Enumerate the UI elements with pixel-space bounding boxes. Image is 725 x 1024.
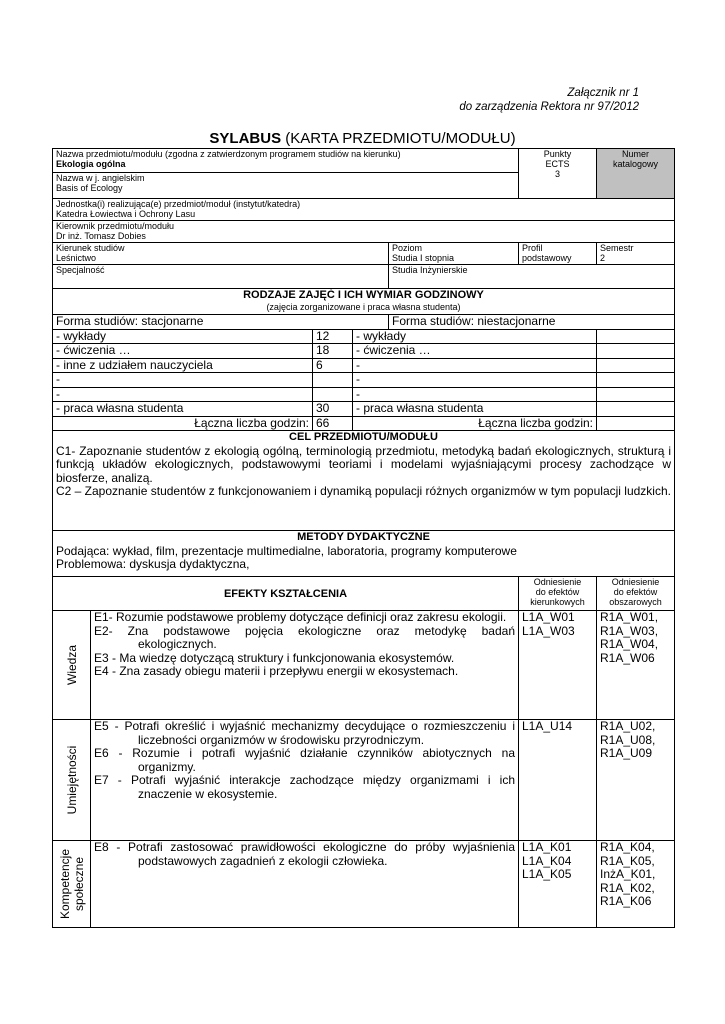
ref-item: R1A_K02, [600, 880, 655, 895]
area-header-3: obszarowych [609, 597, 662, 607]
ref-item: R1A_W04, [600, 637, 659, 651]
ref-item: L1A_K04 [522, 853, 572, 868]
hours-total-row [53, 416, 675, 431]
title-bold: SYLABUS [209, 130, 282, 147]
page-title [0, 130, 725, 147]
english-name-label: Nazwa w j. angielskim [56, 173, 145, 183]
stationary-label: Forma studiów: stacjonarne [53, 315, 389, 330]
course-name-cell [53, 149, 519, 173]
ref-item: L1A_K01 [522, 840, 572, 854]
ref-item: R1A_K04, [600, 840, 655, 854]
hours-row-label: - wykłady [53, 329, 313, 344]
specialty-label: Specjalność [56, 265, 105, 275]
ref-item: R1A_W01, [600, 610, 659, 624]
unit-value: Katedra Łowiectwa i Ochrony Lasu [56, 209, 196, 219]
methods-line2: Problemowa: dyskusja dydaktyczna, [56, 557, 250, 571]
hours-row-label-right: - [353, 373, 597, 388]
goal-c2: C2 – Zapoznanie studentów z funkcjonowaniem i dynamiką populacji różnych organizmów w tym populacji ludzkich. [56, 484, 671, 498]
methods-title: METODY DYDAKTYCZNE [297, 531, 430, 543]
title-rest: (KARTA PRZEDMIOTU/MODUŁU) [281, 130, 516, 147]
ref-item: R1A_U08, [600, 732, 656, 747]
effect-e4: E4 - Zna zasady obiegu materii i przepływu energii w ekosystemach. [94, 664, 459, 678]
hours-title: RODZAJE ZAJĘĆ I ICH WYMIAR GODZINOWY [243, 289, 484, 301]
effect-e3: E3 - Ma wiedzę dotyczącą struktury i funkcjonowania ekosystemów. [94, 650, 455, 665]
ref-item: R1A_W03, [600, 623, 659, 638]
hours-row-label-right: - wykłady [353, 329, 597, 344]
total-value-right [597, 416, 675, 431]
hours-row-label: - praca własna studenta [53, 402, 313, 417]
ref-item: L1A_K05 [522, 867, 572, 881]
ects-label-2: ECTS [545, 159, 570, 169]
hours-row-value [313, 387, 353, 402]
social-label-cell [53, 841, 91, 928]
hours-subtitle: (zajęcia zorganizowane i praca własna studenta) [266, 302, 461, 312]
dir-header-1: Odniesienie [533, 577, 582, 587]
knowledge-area-refs [597, 611, 675, 720]
effects-dir-header [519, 577, 597, 611]
hours-row-value: 12 [313, 329, 353, 344]
total-label: Łączna liczba godzin: [53, 416, 313, 431]
hours-row [53, 358, 675, 373]
catalog-label: Numer [621, 149, 649, 159]
area-header-2: do efektów [613, 587, 658, 597]
effect-e8: E8 - Potrafi zastosować prawidłowości ekologiczne do próby wyjaśnienia podstawowych zagadnień z ekologii człowieka. [94, 840, 515, 868]
social-area-refs [597, 841, 675, 928]
course-head-cell [53, 221, 675, 243]
semester-value: 2 [600, 253, 606, 263]
hours-row-value [313, 373, 353, 388]
ref-item: R1A_K05, [600, 853, 655, 868]
hours-row-value: 6 [313, 358, 353, 373]
effects-area-header [597, 577, 675, 611]
hours-row-value-right [597, 329, 675, 344]
knowledge-label-cell [53, 611, 91, 720]
nonstationary-label: Forma studiów: niestacjonarne [389, 315, 675, 330]
course-name-value: Ekologia ogólna [56, 159, 126, 169]
total-value: 66 [313, 416, 353, 431]
hours-row-value: 30 [313, 402, 353, 417]
catalog-label-2: katalogowy [612, 159, 659, 169]
hours-row [53, 329, 675, 344]
social-label [58, 849, 86, 919]
ects-cell [519, 149, 597, 199]
social-effects [91, 841, 519, 928]
ref-item: InżA_K01, [600, 867, 656, 881]
hours-row [53, 344, 675, 359]
course-name-label: Nazwa przedmiotu/modułu (zgodna z zatwierdzonym programem studiów na kierunku) [56, 149, 401, 159]
methods-line1: Podająca: wykład, film, prezentacje multimedialne, laboratoria, programy komputerowe [56, 543, 517, 558]
hours-row [53, 402, 675, 417]
ref-item: L1A_U14 [522, 719, 573, 733]
specialty-value: Studia Inżynierskie [392, 265, 468, 275]
hours-row-label: - [53, 387, 313, 402]
effect-e2: E2- Zna podstawowe pojęcia ekologiczne oraz metodykę badań ekologicznych. [94, 623, 515, 651]
annex-number: Załącznik nr 1 [567, 87, 639, 99]
unit-label: Jednostka(i) realizująca(e) przedmiot/moduł (instytut/katedra) [56, 199, 301, 209]
semester-cell [597, 243, 675, 265]
hours-row-label-right: - [353, 358, 597, 373]
english-name-cell [53, 173, 519, 199]
ects-value: 3 [554, 169, 560, 179]
skills-label: Umiejętności [64, 745, 79, 815]
knowledge-label: Wiedza [64, 644, 79, 686]
skills-label-cell [53, 720, 91, 841]
effect-e5: E5 - Potrafi określić i wyjaśnić mechanizmy decydujące o rozmieszczeniu i liczebności organizmów w środowisku przyrodniczym. [94, 719, 515, 747]
hours-row-label-right: - [353, 387, 597, 402]
total-label-right: Łączna liczba godzin: [353, 416, 597, 431]
level-label: Poziom [392, 243, 423, 253]
methods-cell [53, 531, 675, 577]
hours-row-label-right: - ćwiczenia … [353, 344, 597, 359]
catalog-number-cell [597, 149, 675, 199]
ref-item: L1A_W01 [522, 610, 575, 624]
skills-effects [91, 720, 519, 841]
social-label-line1: Kompetencje [57, 848, 72, 920]
ref-item: R1A_K06 [600, 894, 652, 908]
skills-dir-refs [519, 720, 597, 841]
level-cell [389, 243, 519, 265]
social-dir-refs [519, 841, 597, 928]
knowledge-effects [91, 611, 519, 720]
ref-item: R1A_W06 [600, 650, 655, 665]
ects-label: Punkty [543, 149, 572, 159]
unit-cell [53, 199, 675, 221]
annex-regulation: do zarządzenia Rektora nr 97/2012 [459, 101, 639, 113]
effects-title: EFEKTY KSZTAŁCENIA [53, 577, 519, 611]
hours-row-label: - [53, 373, 313, 388]
hours-row-label: - inne z udziałem nauczyciela [53, 358, 313, 373]
hours-title-cell [53, 289, 675, 315]
hours-row-value: 18 [313, 344, 353, 359]
hours-row [53, 387, 675, 402]
course-head-label: Kierownik przedmiotu/modułu [56, 221, 175, 231]
profile-value: podstawowy [522, 253, 572, 263]
profile-label: Profil [522, 243, 543, 253]
goal-cell [53, 431, 675, 531]
hours-row-label-right: - praca własna studenta [353, 402, 597, 417]
ref-item: R1A_U02, [600, 719, 656, 733]
effect-e1: E1- Rozumie podstawowe problemy dotyczące definicji oraz zakresu ekologii. [94, 610, 507, 624]
field-value: Leśnictwo [56, 253, 97, 263]
hours-row-value-right [597, 358, 675, 373]
knowledge-dir-refs [519, 611, 597, 720]
skills-area-refs [597, 720, 675, 841]
effect-e6: E6 - Rozumie i potrafi wyjaśnić działanie czynników abiotycznych na organizmy. [94, 746, 515, 774]
hours-row-value-right [597, 387, 675, 402]
goal-c1: C1- Zapoznanie studentów z ekologią ogólną, terminologią przedmiotu, metodyką badań ekologicznych, strukturą i funkcją układów ekologicznych, podstawowymi teoriami i modelami wyjaśniającymi procesy zachodzące w biosferze, analizą. [56, 443, 671, 485]
field-cell [53, 243, 389, 265]
dir-header-3: kierunkowych [530, 597, 585, 607]
hours-row-value-right [597, 402, 675, 417]
specialty-value-cell [389, 265, 675, 289]
social-label-line2: społeczne [71, 856, 86, 912]
hours-row-value-right [597, 373, 675, 388]
level-value: Studia I stopnia [392, 253, 455, 263]
profile-cell [519, 243, 597, 265]
annex-header [459, 86, 639, 114]
ref-item: L1A_W03 [522, 623, 575, 638]
ref-item: R1A_U09 [600, 746, 653, 760]
dir-header-2: do efektów [535, 587, 580, 597]
specialty-cell [53, 265, 389, 289]
effect-e7: E7 - Potrafi wyjaśnić interakcje zachodzące między organizmami i ich znaczenie w ekosystemie. [94, 773, 515, 801]
english-name-value: Basis of Ecology [56, 183, 123, 193]
goal-title: CEL PRZEDMIOTU/MODUŁU [289, 431, 438, 443]
semester-label: Semestr [600, 243, 634, 253]
syllabus-table [52, 148, 675, 928]
field-label: Kierunek studiów [56, 243, 125, 253]
hours-row-value-right [597, 344, 675, 359]
hours-row [53, 373, 675, 388]
area-header-1: Odniesienie [611, 577, 660, 587]
course-head-value: Dr inż. Tomasz Dobies [56, 231, 146, 241]
hours-row-label: - ćwiczenia … [53, 344, 313, 359]
